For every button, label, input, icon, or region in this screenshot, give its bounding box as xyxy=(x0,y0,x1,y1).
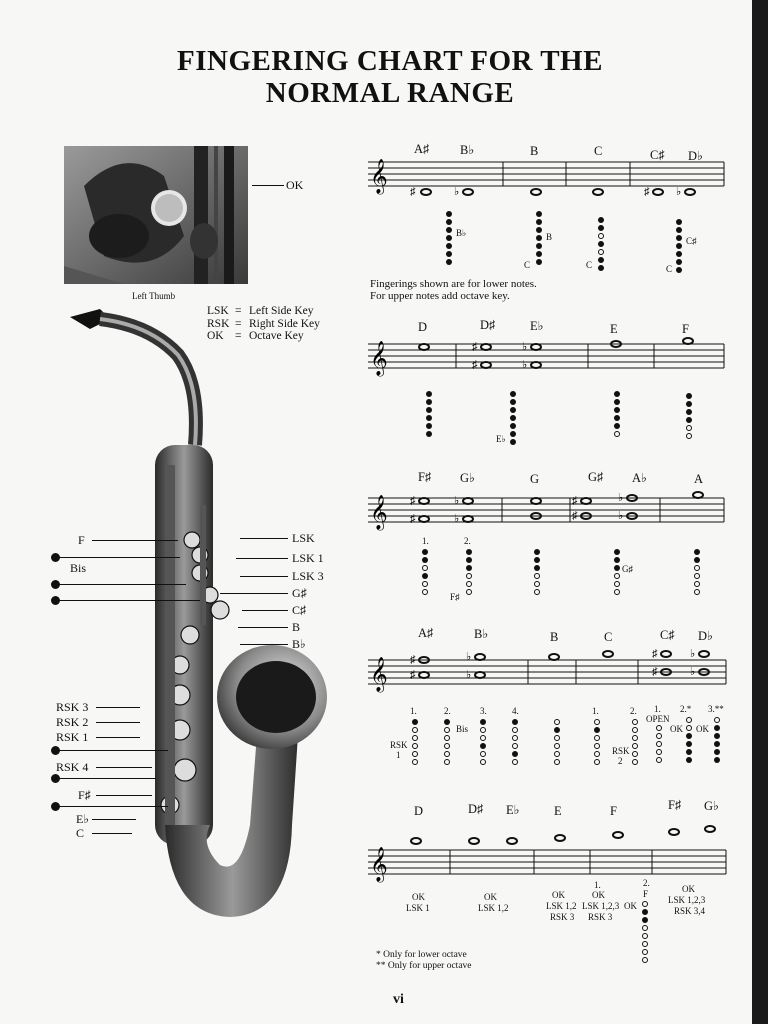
fingering-note: C xyxy=(524,260,531,270)
fingering-note: 4. xyxy=(512,706,519,716)
svg-text:♭: ♭ xyxy=(522,359,528,371)
pointer-line xyxy=(56,600,200,601)
svg-text:♯: ♯ xyxy=(410,495,416,507)
svg-text:♭: ♭ xyxy=(454,513,460,525)
ok-label: OK xyxy=(286,178,304,192)
fingering-diagram xyxy=(512,718,518,766)
svg-text:♯: ♯ xyxy=(410,186,416,198)
svg-text:𝄞: 𝄞 xyxy=(370,159,388,194)
fingering-diagram xyxy=(686,716,692,764)
staff-1 xyxy=(368,158,728,198)
fingering-diagram xyxy=(534,548,540,596)
svg-text:♭: ♭ xyxy=(454,186,460,198)
fingering-diagram xyxy=(686,392,692,440)
fingering-diagram xyxy=(694,548,700,596)
legend-text: Right Side Key xyxy=(249,317,320,330)
note-label: F xyxy=(682,322,689,336)
svg-text:♯: ♯ xyxy=(472,359,478,371)
legend-abbr: LSK xyxy=(207,305,229,317)
sax-label-b: B xyxy=(292,620,301,634)
svg-text:♭: ♭ xyxy=(618,492,624,504)
svg-text:♭: ♭ xyxy=(618,510,624,522)
sax-label-rsk1: RSK 1 xyxy=(56,730,89,744)
legend-text: Left Side Key xyxy=(249,305,314,317)
fingering-note: OK xyxy=(412,892,425,902)
svg-text:𝄞: 𝄞 xyxy=(370,495,388,530)
fingering-note: RSK 3 xyxy=(588,912,613,922)
sax-label-b-flat: B♭ xyxy=(292,637,306,651)
sax-label-lsk: LSK xyxy=(292,531,315,545)
info-line-1: Fingerings shown are for lower notes. xyxy=(370,278,537,290)
fingering-note: RSK 3 xyxy=(550,912,575,922)
sax-label-rsk2: RSK 2 xyxy=(56,715,89,729)
note-label: A♯ xyxy=(418,626,434,640)
fingering-note: OPEN xyxy=(646,714,670,724)
fingering-note: OK xyxy=(484,892,497,902)
saxophone-illustration xyxy=(60,305,330,925)
note-label: B xyxy=(550,630,559,644)
pointer-line xyxy=(240,576,288,577)
pointer-line xyxy=(56,806,168,807)
pointer-line xyxy=(220,593,288,594)
note-label: F xyxy=(610,804,617,818)
svg-text:♯: ♯ xyxy=(652,648,658,660)
note-label: E♭ xyxy=(506,803,520,817)
note-label: D♯ xyxy=(468,802,484,816)
fingering-note: OK xyxy=(552,890,565,900)
legend-abbr: RSK xyxy=(207,317,230,330)
svg-text:♭: ♭ xyxy=(466,651,472,663)
fingering-note: LSK 1,2,3 xyxy=(582,901,620,911)
fingering-note: 1. xyxy=(654,704,661,714)
pointer-line xyxy=(56,750,168,751)
footnote-upper-octave: ** Only for upper octave xyxy=(376,961,472,971)
note-label: A xyxy=(694,472,704,486)
pointer-line xyxy=(96,737,140,738)
svg-text:♯: ♯ xyxy=(410,654,416,666)
sax-label-lsk1: LSK 1 xyxy=(292,551,324,565)
fingering-note: RSK 3,4 xyxy=(674,906,706,916)
pointer-line xyxy=(96,722,140,723)
fingering-note: C xyxy=(666,264,673,274)
fingering-note: RSK xyxy=(390,740,408,750)
fingering-diagram xyxy=(412,718,418,766)
pointer-line xyxy=(96,707,140,708)
fingering-note: OK xyxy=(670,724,683,734)
fingering-note: C♯ xyxy=(686,236,697,246)
note-label: A♭ xyxy=(632,471,647,485)
svg-text:♯: ♯ xyxy=(652,666,658,678)
note-label: D♯ xyxy=(480,318,496,332)
svg-text:♭: ♭ xyxy=(454,495,460,507)
svg-text:♭: ♭ xyxy=(466,669,472,681)
note-label: C xyxy=(594,144,603,158)
sax-label-c-sharp: C♯ xyxy=(292,603,307,617)
svg-text:♯: ♯ xyxy=(410,669,416,681)
fingering-note: OK xyxy=(624,901,637,911)
left-thumb-photo-illustration xyxy=(64,146,248,284)
fingering-note: F♯ xyxy=(450,592,460,602)
svg-text:♭: ♭ xyxy=(522,341,528,353)
fingering-diagram xyxy=(598,216,604,272)
fingering-diagram xyxy=(422,548,428,596)
legend-eq: = xyxy=(235,305,242,317)
fingering-note: OK xyxy=(696,724,709,734)
fingering-diagram xyxy=(446,210,452,266)
pointer-line xyxy=(236,558,288,559)
fingering-diagram xyxy=(656,724,662,764)
fingering-note: Bis xyxy=(456,724,469,734)
pointer-line xyxy=(240,644,288,645)
pointer-line xyxy=(240,538,288,539)
fingering-diagram xyxy=(676,218,682,274)
pointer-line xyxy=(92,540,178,541)
pointer-line xyxy=(96,767,152,768)
ok-pointer-line xyxy=(252,185,284,186)
pointer-line xyxy=(96,795,152,796)
svg-text:𝄞: 𝄞 xyxy=(370,341,388,376)
fingering-note: 2. xyxy=(643,878,650,888)
note-label: G♭ xyxy=(704,799,719,813)
note-label: A♯ xyxy=(414,142,430,156)
fingering-note: B xyxy=(546,232,553,242)
page-number: vi xyxy=(393,992,404,1007)
sax-label-f-sharp: F♯ xyxy=(78,788,91,802)
note-label: E♭ xyxy=(530,319,544,333)
pointer-line xyxy=(92,833,132,834)
note-label: B♭ xyxy=(474,627,489,641)
sax-label-g-sharp: G♯ xyxy=(292,586,307,600)
fingering-note: 2 xyxy=(618,756,623,766)
fingering-note: 1. xyxy=(410,706,417,716)
legend-abbr: OK xyxy=(207,330,224,342)
note-label: E xyxy=(610,322,618,336)
note-label: D xyxy=(418,320,428,334)
sax-label-rsk3: RSK 3 xyxy=(56,700,89,714)
svg-text:♯: ♯ xyxy=(572,510,578,522)
fingering-note: 3. xyxy=(480,706,487,716)
fingering-note: 2. xyxy=(630,706,637,716)
svg-text:♭: ♭ xyxy=(690,666,696,678)
staff-5 xyxy=(368,846,730,882)
info-line-2: For upper notes add octave key. xyxy=(370,290,510,302)
note-label: G xyxy=(530,472,540,486)
footnote-lower-octave: * Only for lower octave xyxy=(376,950,467,960)
svg-text:♯: ♯ xyxy=(644,186,650,198)
legend-eq: = xyxy=(235,330,242,342)
fingering-diagram xyxy=(444,718,450,766)
fingering-note: E♭ xyxy=(496,434,506,444)
pointer-line xyxy=(56,557,180,558)
staff-4 xyxy=(368,648,730,692)
fingering-note: LSK 1,2,3 xyxy=(668,895,706,905)
fingering-diagram xyxy=(510,390,516,446)
fingering-note: 2.* xyxy=(680,704,692,714)
fingering-note: LSK 1,2 xyxy=(546,901,577,911)
note-label: C xyxy=(604,630,613,644)
fingering-diagram xyxy=(594,718,600,766)
fingering-note: 1. xyxy=(592,706,599,716)
fingering-note: C xyxy=(586,260,593,270)
pointer-line xyxy=(56,778,156,779)
legend-text: Octave Key xyxy=(249,330,304,342)
sax-label-f: F xyxy=(78,533,85,547)
left-thumb-caption: Left Thumb xyxy=(132,291,176,301)
staff-2 xyxy=(368,340,728,376)
fingering-note: 2. xyxy=(464,536,471,546)
staff-3 xyxy=(368,494,728,530)
note-label: G♯ xyxy=(588,470,604,484)
fingering-diagram xyxy=(642,900,648,964)
svg-text:♯: ♯ xyxy=(410,513,416,525)
fingering-diagram xyxy=(466,548,472,596)
pointer-line xyxy=(92,819,136,820)
fingering-note: F xyxy=(643,889,649,899)
svg-text:♯: ♯ xyxy=(572,495,578,507)
fingering-diagram xyxy=(426,390,432,438)
fingering-note: 1 xyxy=(396,750,401,760)
note-label: F♯ xyxy=(418,470,432,484)
sax-label-bis: Bis xyxy=(70,561,87,575)
note-label: E xyxy=(554,804,562,818)
note-label: B xyxy=(530,144,539,158)
left-thumb-photo xyxy=(64,146,248,284)
pointer-line xyxy=(56,584,186,585)
fingering-note: RSK xyxy=(612,746,630,756)
sax-label-c: C xyxy=(76,826,85,840)
page-title-line-2: NORMAL RANGE xyxy=(265,77,515,109)
fingering-note: LSK 1 xyxy=(406,903,430,913)
pointer-line xyxy=(242,610,288,611)
fingering-diagram xyxy=(614,548,620,596)
page-edge xyxy=(752,0,768,1024)
fingering-note: OK xyxy=(682,884,695,894)
fingering-note: 1. xyxy=(594,880,601,890)
info-text xyxy=(370,278,537,302)
note-label: D♭ xyxy=(688,149,703,163)
svg-text:♯: ♯ xyxy=(472,341,478,353)
fingering-diagram xyxy=(554,718,560,766)
note-label: C♯ xyxy=(660,628,675,642)
fingering-note: OK xyxy=(592,890,605,900)
note-label: D♭ xyxy=(698,629,713,643)
sax-label-e-flat: E♭ xyxy=(76,812,89,826)
fingering-diagram xyxy=(714,716,720,764)
sax-label-rsk4: RSK 4 xyxy=(56,760,89,774)
svg-text:♭: ♭ xyxy=(690,648,696,660)
svg-text:𝄞: 𝄞 xyxy=(370,657,388,692)
fingering-diagram xyxy=(536,210,542,266)
fingering-note: 1. xyxy=(422,536,429,546)
svg-text:𝄞: 𝄞 xyxy=(370,847,388,882)
svg-text:♭: ♭ xyxy=(676,186,682,198)
fingering-note: G♯ xyxy=(622,564,633,574)
fingering-note: LSK 1,2 xyxy=(478,903,509,913)
note-label: G♭ xyxy=(460,471,475,485)
note-label: D xyxy=(414,804,424,818)
page-title-line-1: FINGERING CHART FOR THE xyxy=(177,45,603,77)
sax-label-lsk3: LSK 3 xyxy=(292,569,324,583)
legend-eq: = xyxy=(235,317,242,330)
footnotes xyxy=(376,950,472,972)
fingering-note: 2. xyxy=(444,706,451,716)
fingering-diagram xyxy=(614,390,620,438)
fingering-note: 3.** xyxy=(708,704,724,714)
note-label: C♯ xyxy=(650,148,665,162)
fingering-note: B♭ xyxy=(456,228,467,238)
fingering-diagram xyxy=(632,718,638,766)
note-label: F♯ xyxy=(668,798,682,812)
fingering-diagram xyxy=(480,718,486,766)
note-label: B♭ xyxy=(460,143,475,157)
pointer-line xyxy=(238,627,288,628)
